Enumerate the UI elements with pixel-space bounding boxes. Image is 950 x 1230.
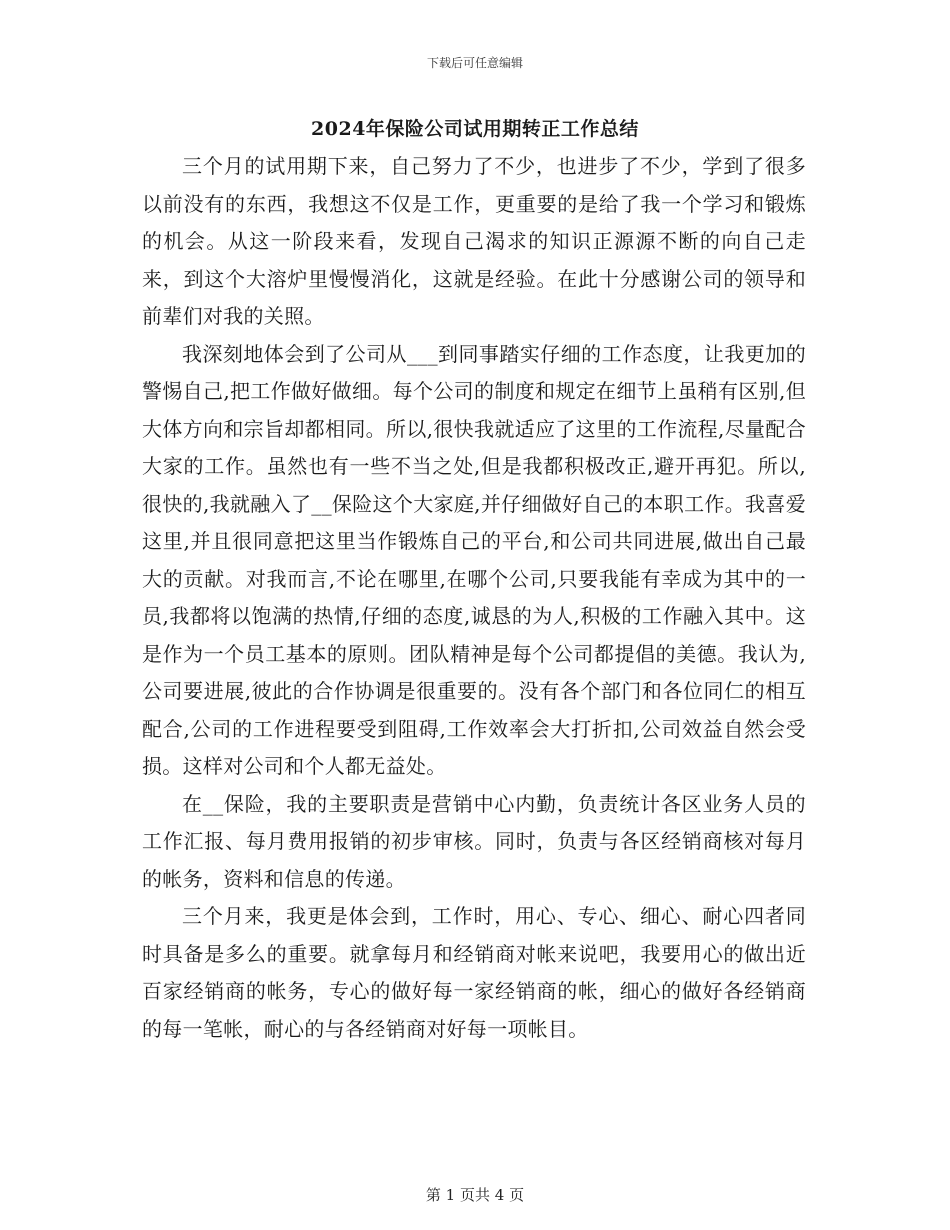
document-body bbox=[142, 148, 806, 1048]
header-note: 下载后可任意编辑 bbox=[426, 56, 523, 70]
body-paragraph: 三个月来，我更是体会到，工作时，用心、专心、细心、耐心四者同时具备是多么的重要。就拿每月和经销商对帐来说吧，我要用心的做出近百家经销商的帐务，专心的做好每一家经销商的帐，细心的做好各经销商的每一笔帐，耐心的与各经销商对好每一项帐目。 bbox=[142, 904, 806, 1041]
page-number: 第 1 页共 4 页 bbox=[425, 1186, 525, 1204]
document-title: 2024年保险公司试用期转正工作总结 bbox=[311, 118, 639, 140]
body-paragraph: 我深刻地体会到了公司从___到同事踏实仔细的工作态度，让我更加的警惕自己,把工作做好做细。每个公司的制度和规定在细节上虽稍有区别,但大体方向和宗旨却都相同。所以,很快我就适应了这里的工作流程,尽量配合大家的工作。虽然也有一些不当之处,但是我都积极改正,避开再犯。所以,很快的,我就融入了__保险这个大家庭,并仔细做好自己的本职工作。我喜爱这里,并且很同意把这里当作锻炼自己的平台,和公司共同进展,做出自己最大的贡献。对我而言,不论在哪里,在哪个公司,只要我能有幸成为其中的一员,我都将以饱满的热情,仔细的态度,诚恳的为人,积极的工作融入其中。这是作为一个员工基本的原则。团队精神是每个公司都提倡的美德。我认为,公司要进展,彼此的合作协调是很重要的。没有各个部门和各位同仁的相互配合,公司的工作进程要受到阻碍,工作效率会大打折扣,公司效益自然会受损。这样对公司和个人都无益处。 bbox=[142, 341, 806, 778]
body-paragraph: 三个月的试用期下来，自己努力了不少，也进步了不少，学到了很多以前没有的东西，我想这不仅是工作，更重要的是给了我一个学习和锻炼的机会。从这一阶段来看，发现自己渴求的知识正源源不断的向自己走来，到这个大溶炉里慢慢消化，这就是经验。在此十分感谢公司的领导和前辈们对我的关照。 bbox=[142, 154, 806, 328]
body-paragraph: 在__保险，我的主要职责是营销中心内勤，负责统计各区业务人员的工作汇报、每月费用报销的初步审核。同时，负责与各区经销商核对每月的帐务，资料和信息的传递。 bbox=[142, 791, 806, 891]
